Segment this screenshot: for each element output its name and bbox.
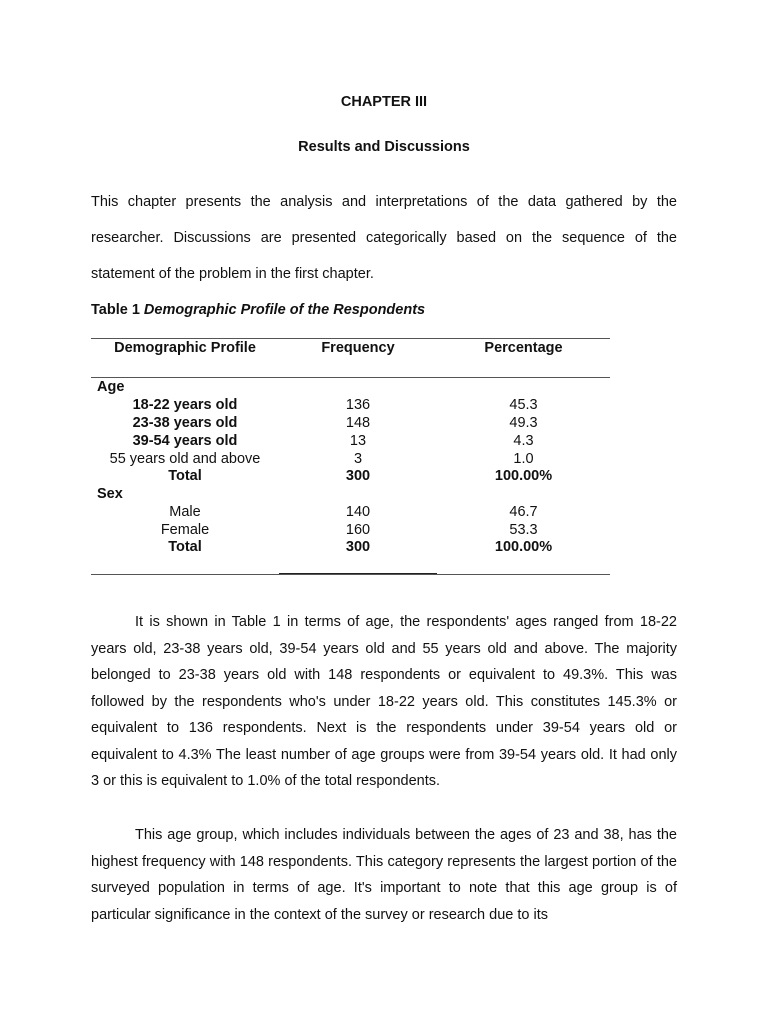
row-percentage: 1.0 (513, 451, 534, 467)
table-row (91, 432, 610, 450)
table-row (91, 414, 610, 432)
row-percentage: 46.7 (509, 504, 538, 520)
body-paragraph-1: It is shown in Table 1 in terms of age, the respondents' ages ranged from 18-22 years old, 23-38 years old, 39-54 years old and 55 years old and above. The majority belonged to 23-38 years old with 148 respondents or equivalent to 49.3%. This was followed by the respondents who's under 18-22 years old. This constitutes 145.3% or equivalent to 136 respondents. Next is the respondents under 39-54 years old or equivalent to 4.3% The least number of age groups were from 39-54 years old. It had only 3 or this is equivalent to 1.0% of the total respondents. (91, 614, 677, 789)
row-frequency: 136 (345, 397, 371, 413)
row-frequency: 148 (345, 415, 371, 431)
row-frequency: 160 (345, 522, 371, 538)
row-percentage: 100.00% (494, 539, 553, 555)
row-label: 18-22 years old (132, 397, 238, 413)
row-label: 55 years old and above (109, 451, 261, 467)
row-label: 23-38 years old (132, 415, 238, 431)
row-percentage: 49.3 (509, 415, 538, 431)
header-percentage: Percentage (484, 340, 563, 356)
row-label: Female (160, 522, 210, 538)
group-label-age: Age (97, 379, 125, 395)
table-row (91, 450, 610, 468)
row-frequency: 300 (345, 468, 371, 484)
table-row (91, 396, 610, 414)
table-row (91, 521, 610, 539)
table-caption-title: Demographic Profile of the Respondents (143, 302, 426, 318)
table-top-rule (91, 338, 610, 339)
row-label: 39-54 years old (132, 433, 238, 449)
row-percentage: 45.3 (509, 397, 538, 413)
section-heading: Results and Discussions (298, 139, 470, 155)
row-frequency: 3 (353, 451, 363, 467)
chapter-heading: CHAPTER III (340, 94, 428, 110)
table-row (91, 503, 610, 521)
row-frequency: 140 (345, 504, 371, 520)
table-header-rule (91, 377, 610, 378)
row-label: Total (168, 539, 202, 555)
row-percentage: 100.00% (494, 468, 553, 484)
row-frequency: 13 (349, 433, 367, 449)
intro-paragraph: This chapter presents the analysis and interpretations of the data gathered by the researcher. Discussions are presented categorically based on the sequence of the statement of the problem in the first chapter. (91, 194, 677, 282)
group-label-sex: Sex (97, 486, 123, 502)
row-label: Total (168, 468, 202, 484)
row-frequency: 300 (345, 539, 371, 555)
row-percentage: 53.3 (509, 522, 538, 538)
row-percentage: 4.3 (513, 433, 534, 449)
row-label: Male (169, 504, 201, 520)
table-row-total (91, 467, 610, 485)
header-frequency: Frequency (321, 340, 395, 356)
table-caption-label: Table 1 (91, 302, 140, 318)
body-paragraph-2: This age group, which includes individuals between the ages of 23 and 38, has the highest frequency with 148 respondents. This category represents the largest portion of the surveyed population in terms of age. It's important to note that this age group is of particular significance in the context of the survey or research due to its (91, 827, 677, 923)
table-bottom-rule (91, 574, 610, 575)
table-caption (91, 302, 425, 318)
table-row-total (91, 538, 610, 556)
header-demographic-profile: Demographic Profile (114, 340, 256, 356)
